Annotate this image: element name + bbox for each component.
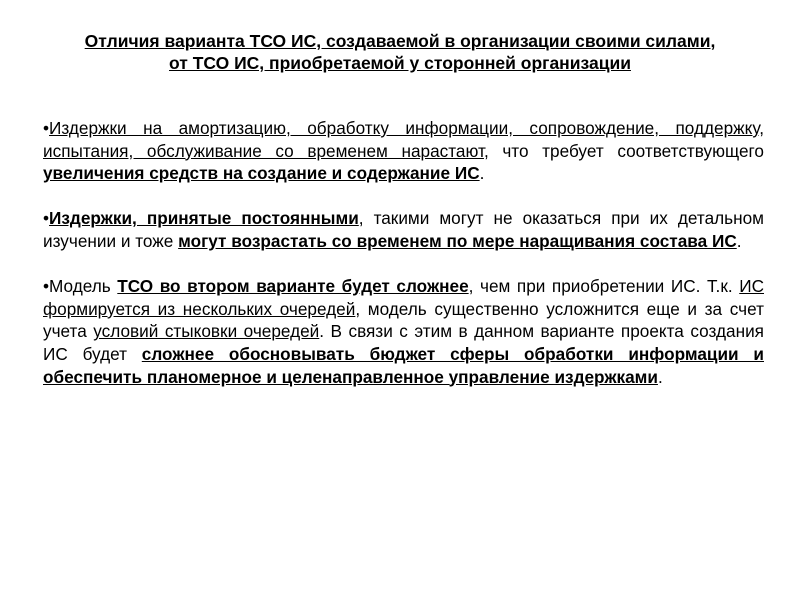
text-run: Модель [49,276,118,297]
slide-body [43,117,764,411]
text-run: Издержки на амортизацию, обработку информации, сопровождение, поддержку, испытания, обслуживание со временем нарастают [43,118,764,161]
text-run: , модель существенно усложнится еще и за счет учета [43,298,764,342]
bullet-marker: • [43,276,50,297]
slide-title [30,30,770,74]
text-run: , что требует соответствующего [483,140,764,161]
text-run: Издержки, принятые постоянными [49,208,359,229]
bullet-marker: • [43,118,50,138]
bullet-paragraph-2 [43,207,764,252]
text-run: . [479,163,485,184]
text-run: , чем при приобретении ИС. Т.к. [468,276,740,297]
bullet-marker: • [43,208,50,229]
text-run: . [736,230,742,251]
text-run: ТСО во втором варианте будет сложнее [117,276,469,297]
text-run: условий стыковки очередей [93,321,320,342]
title-line-1: Отличия варианта ТСО ИС, создаваемой в организации своими силами, [84,31,716,51]
text-run: сложнее обосновывать бюджет сферы обработки информации и обеспечить планомерное и целенаправленное управление издержками [43,343,764,387]
title-line-2: от ТСО ИС, приобретаемой у сторонней организации [169,53,631,73]
bullet-paragraph-1 [43,117,764,185]
bullet-paragraph-3 [43,275,764,388]
text-run: увеличения средств на создание и содержание ИС [43,163,480,184]
text-run: . [657,366,663,387]
text-run: ИС формируется из нескольких очередей [43,276,764,319]
text-run: могут возрастать со временем по мере наращивания состава ИС [178,230,737,251]
text-run: . В связи с этим в данном варианте проекта создания ИС будет [43,321,764,364]
text-run: , такими могут не оказаться при их детальном изучении и тоже [43,208,764,251]
